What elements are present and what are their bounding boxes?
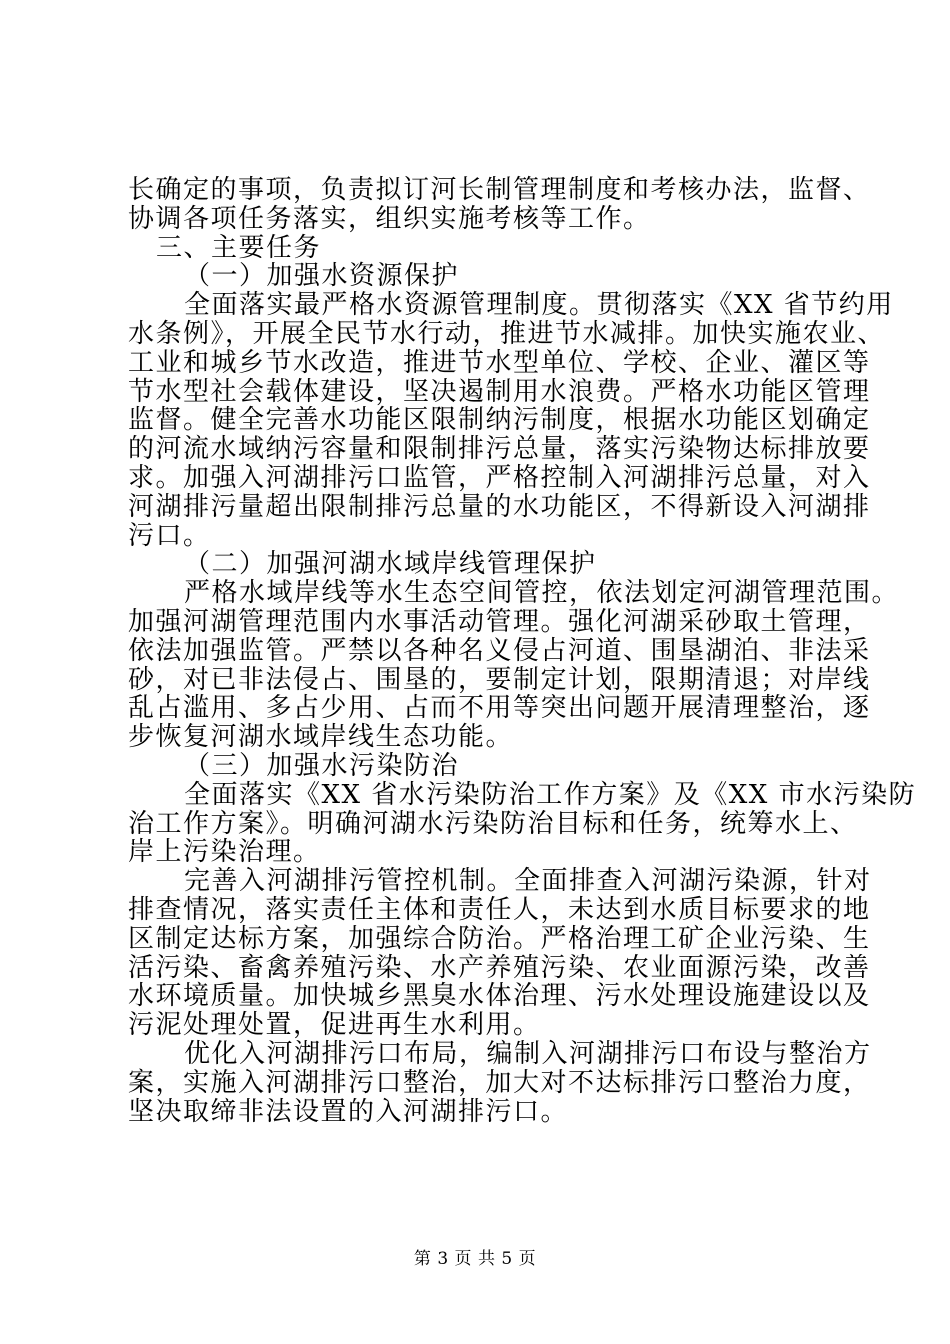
text-line: 河湖排污量超出限制排污总量的水功能区，不得新设入河湖排 [128, 491, 871, 522]
text-line: 的河流水域纳污容量和限制排污总量，落实污染物达标排放要 [128, 434, 871, 465]
text-line: 活污染、畜禽养殖污染、水产养殖污染、农业面源污染，改善 [128, 952, 871, 983]
text-line: 治工作方案》。明确河湖水污染防治目标和任务，统筹水上、 [128, 808, 858, 839]
section-heading: 三、主要任务 [156, 232, 322, 263]
text-line: 依法加强监管。严禁以各种名义侵占河道、围垦湖泊、非法采 [128, 635, 871, 666]
text-line: 优化入河湖排污口布局，编制入河湖排污口布设与整治方 [184, 1038, 872, 1069]
subsection-heading: （三）加强水污染防治 [184, 750, 460, 781]
text-line: 完善入河湖排污管控机制。全面排查入河湖污染源，针对 [184, 866, 872, 897]
text-line: 全面落实《XX 省水污染防治工作方案》及《XX 市水污染防 [184, 779, 917, 810]
text-line: 水条例》，开展全民节水行动，推进节水减排。加快实施农业、 [128, 318, 886, 349]
text-line: 乱占滥用、多占少用、占而不用等突出问题开展清理整治，逐 [128, 693, 871, 724]
text-line: 污泥处理处置，促进再生水利用。 [128, 1010, 541, 1041]
text-line: 求。加强入河湖排污口监管，严格控制入河湖排污总量，对入 [128, 462, 871, 493]
body-text [128, 175, 917, 1127]
page-number: 第 3 页 共 5 页 [413, 1249, 537, 1269]
text-line: 协调各项任务落实，组织实施考核等工作。 [128, 203, 651, 234]
text-line: 砂，对已非法侵占、围垦的，要制定计划，限期清退；对岸线 [128, 664, 871, 695]
subsection-heading: （一）加强水资源保护 [184, 261, 460, 292]
text-line: 岸上污染治理。 [128, 837, 321, 868]
text-line: 节水型社会载体建设，坚决遏制用水浪费。严格水功能区管理 [128, 376, 871, 407]
text-line: 污口。 [128, 520, 211, 551]
text-line: 工业和城乡节水改造，推进节水型单位、学校、企业、灌区等 [128, 347, 871, 378]
text-line: 加强河湖管理范围内水事活动管理。强化河湖采砂取土管理， [128, 606, 871, 637]
page-footer [0, 1244, 950, 1269]
text-line: 区制定达标方案，加强综合防治。严格治理工矿企业污染、生 [128, 923, 871, 954]
text-line: 全面落实最严格水资源管理制度。贯彻落实《XX 省节约用 [184, 290, 894, 321]
text-line: 严格水域岸线等水生态空间管控，依法划定河湖管理范围。 [184, 578, 900, 609]
text-line: 排查情况，落实责任主体和责任人，未达到水质目标要求的地 [128, 894, 871, 925]
text-line: 长确定的事项，负责拟订河长制管理制度和考核办法，监督、 [128, 175, 871, 205]
text-line: 步恢复河湖水域岸线生态功能。 [128, 722, 514, 753]
text-line: 案，实施入河湖排污口整治，加大对不达标排污口整治力度， [128, 1067, 871, 1098]
text-line: 坚决取缔非法设置的入河湖排污口。 [128, 1096, 569, 1127]
subsection-heading: （二）加强河湖水域岸线管理保护 [184, 549, 597, 580]
text-line: 水环境质量。加快城乡黑臭水体治理、污水处理设施建设以及 [128, 981, 871, 1012]
text-line: 监督。健全完善水功能区限制纳污制度，根据水功能区划确定 [128, 405, 871, 436]
